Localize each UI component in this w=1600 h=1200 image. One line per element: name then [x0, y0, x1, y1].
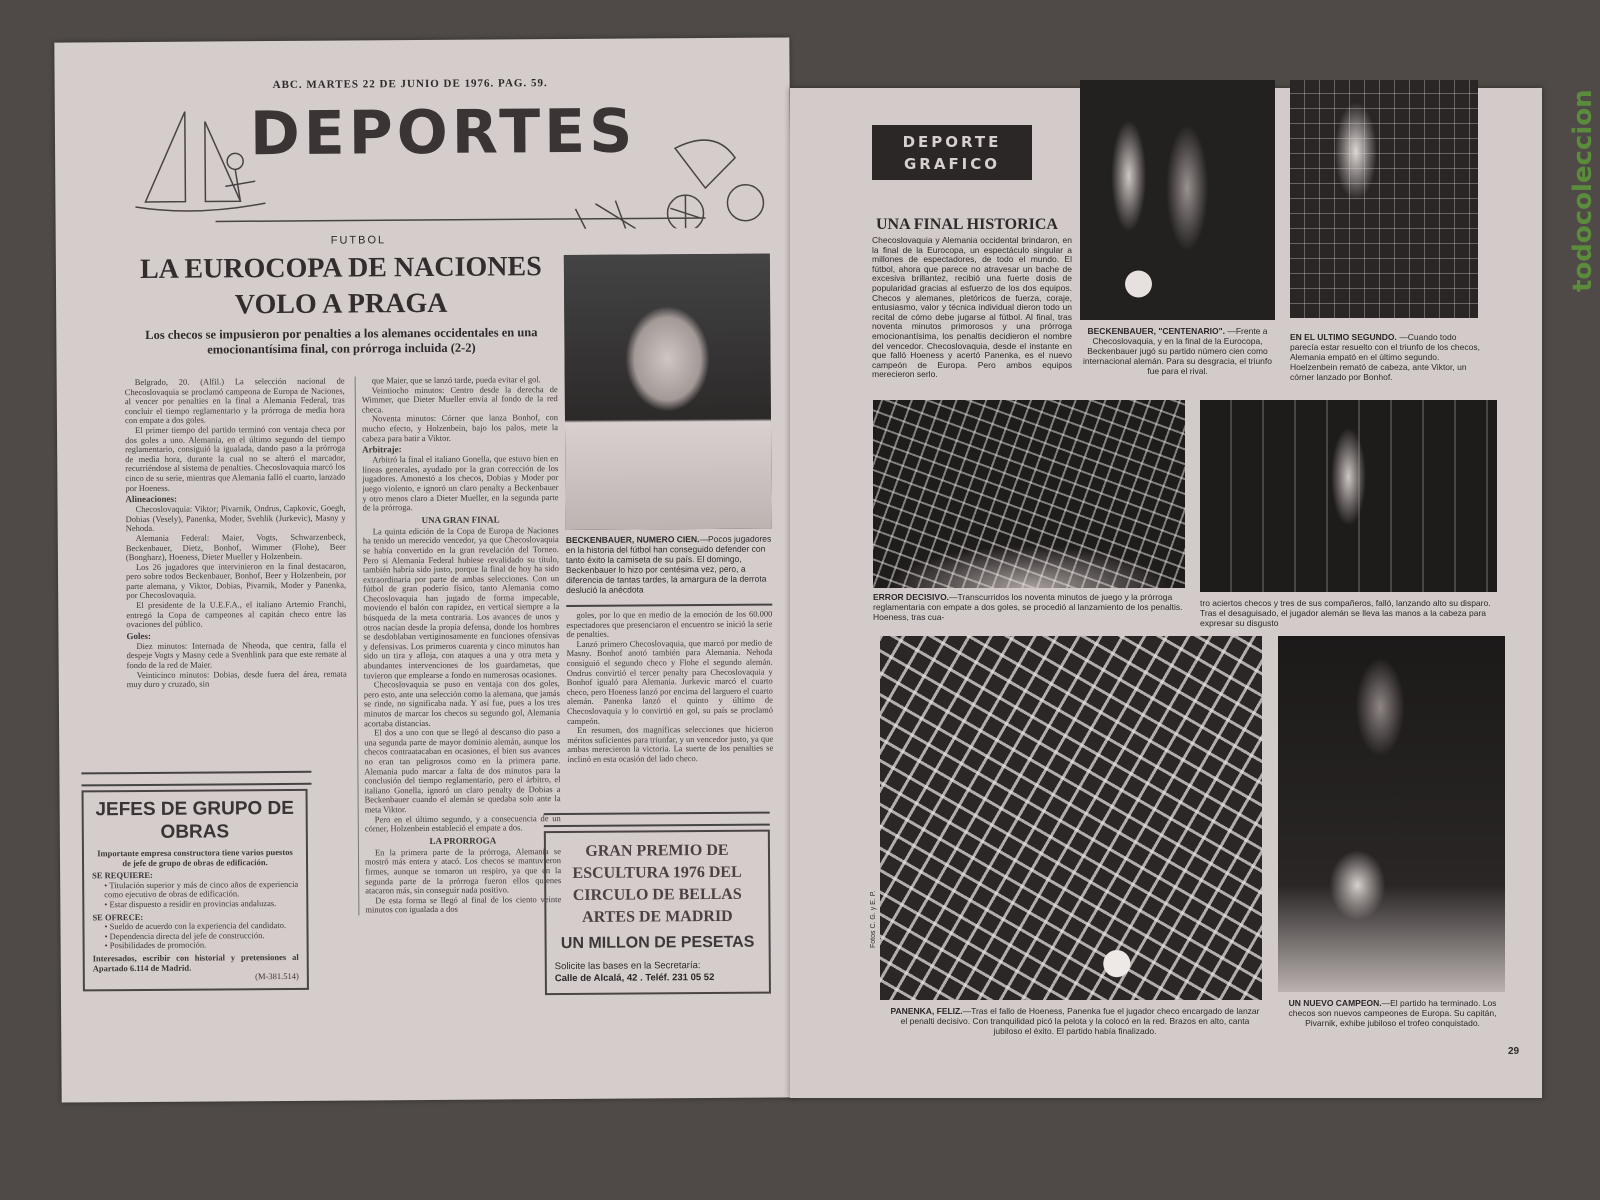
paragraph: Diez minutos: Internada de Nheoda, que centra, falla el despeje Vogts y Masny cede a Svenhlink para que este remate al fondo de la red de Maier. [126, 639, 347, 671]
paragraph: Checoslovaquia se puso en ventaja con dos goles, pero esto, ante una selección como la alemana, que jamás se rinde, no significaba nada. Y así fue, pues a los tres minutos de marcar los checos su segundo gol, Alemania acortaba distancias. [363, 678, 561, 729]
paragraph: Veinticinco minutos: Dobias, desde fuera del área, remata muy duro y cruzado, sin [126, 668, 347, 690]
paragraph: goles, por lo que en medio de la emoción de los 60.000 espectadores que presenciaron el encuentro se inició la serie de penalties. [566, 608, 773, 640]
ad-line: Solicite las bases en la Secretaría: [554, 960, 701, 973]
caption-title: ERROR DECISIVO. [873, 592, 950, 602]
ad-item: • Titulación superior y más de cinco años de experiencia como ejecutivo de obras de edificación. [104, 878, 299, 900]
ad-reference: (M-381.514) [255, 971, 299, 982]
ad-item-text: Titulación superior y más de cinco años de experiencia como ejecutivo de obras de edificación. [104, 878, 299, 900]
caption-text: —El partido ha terminado. Los checos son nuevos campeones de Europa. Su capitán, Pivarnik, exhibe jubiloso el trofeo conquistado. [1288, 998, 1497, 1028]
divider [544, 812, 770, 828]
section-label-box: DEPORTE GRAFICO [872, 125, 1032, 180]
divider [566, 604, 772, 607]
ad-item-text: Sueldo de acuerdo con la experiencia del candidato. [109, 920, 287, 932]
paragraph: Pero en el último segundo, y a consecuencia de un córner, Holzenbein estableció el empate a dos. [364, 812, 561, 834]
subheadline: Los checos se impusieron por penalties a los alemanes occidentales en una emocionantísima final, con prórroga incluida (2-2) [145, 325, 538, 357]
caption-nuevo-campeon [1280, 998, 1505, 1028]
ad-item: • Posibilidades de promoción. [104, 939, 207, 951]
subhead: UNA GRAN FINAL [421, 514, 500, 525]
subhead: Arbitraje: [362, 444, 402, 455]
caption-text: —Cuando todo parecía estar resuelto con el triunfo de los checos, Alemania empató en el último segundo. Hoelzenbein remató de cabeza, ante Viktor, un córner lanzado por Bonhof. [1290, 332, 1480, 382]
ad-address: Calle de Alcalá, 42 . Teléf. 231 05 52 [554, 971, 715, 985]
ad-item: • Dependencia directa del jefe de construcción. [104, 929, 265, 941]
article-column-1 [125, 377, 347, 690]
ad-item: • Sueldo de acuerdo con la experiencia del candidato. [104, 920, 287, 932]
intro-text: Checoslovaquia y Alemania occidental brindaron, en la final de la Eurocopa, un espectáculo singular a millones de espectadores, de todo el mundo. El fútbol, ahora que parece no atravesar un bache de excesiva brillantez, recibió una fuerte dosis de popularidad gracias al esfuerzo de los dos equipos. Checos y alemanes, pletóricos de fuerza, coraje, entusiasmo, valor y técnica individual dieron todo un recital de cómo debe jugarse al fútbol. Al final, tras noventa minutos primorosos y una prórroga emocionantísima, los penaltis decidieron el nombre del vencedor. Checoslovaquia, desde el instante en que falló Hoeness y acertó Panenka, es el nuevo campeón de Europa. Pero ambos equipos merecieron serlo. [872, 235, 1072, 380]
hoeness-penalty-miss-photo [873, 400, 1185, 588]
paragraph: De esta forma se llegó al final de los ciento veinte minutos con igualada a dos [365, 893, 562, 915]
caption-title: BECKENBAUER, "CENTENARIO". [1087, 326, 1225, 336]
caption-text: —Transcurridos los noventa minutos de juego y la prórroga reglamentaria con empate a dos goles, se procedió al lanzamiento de los penaltis. Hoeness, tras cua- [873, 592, 1183, 622]
paragraph: El presidente de la U.E.F.A., el italiano Artemio Franchi, entregó la Copa de campeones al capitán checo entre las ovaciones del público. [126, 598, 347, 630]
page-number: 29 [1508, 1046, 1520, 1057]
beckenbauer-portrait-photo [564, 254, 772, 530]
subhead: LA PRORROGA [429, 835, 497, 846]
ad-item-text: Posibilidades de promoción. [109, 939, 207, 951]
paragraph: Los 26 jugadores que intervinieron en la final destacaron, pero sobre todos Beckenbauer, Bonhof, Beer y Holzenbein, por parte alemana, y Viktor, Dobias, Pivarnik, Moder y Panenka, por Checoslovaquia. [126, 560, 347, 601]
ad-contact: Interesados, escribir con historial y pretensiones al Apartado 6.114 de Madrid. [92, 951, 299, 973]
article-column-3 [566, 610, 773, 765]
ad-subhead: SE OFRECE: [92, 911, 144, 922]
right-newspaper-page [790, 88, 1542, 1098]
photo-credit: Fotos C. G. y E. P. [870, 890, 877, 948]
ad-subhead: SE REQUIERE: [92, 870, 153, 881]
section-masthead: DEPORTES [249, 96, 637, 170]
portrait-caption [566, 534, 772, 595]
watermark-text: todocoleccion [1568, 89, 1598, 292]
caption-error-decisivo [873, 592, 1188, 622]
paragraph: Arbitró la final el italiano Gonella, que estuvo bien en líneas generales, ayudado por la gran corrección de los jugadores. Amonestó a los checos, Dobias y Moder por juego violento, e ignoró un claro penalty a Beckenbauer y otro menos claro a Dieter Mueller, en la segunda parte de la prórroga. [362, 453, 559, 513]
paragraph: En la primera parte de la prórroga, Alemania se mostró más entera y atacó. Los checos se mantuvieron firmes, aunque se tomaron un respiro, ya que en la segunda parte de la prórroga fueron ellos quienes atacaron más, sin conseguir nada positivo. [365, 845, 562, 896]
paragraph: El primer tiempo del partido terminó con ventaja checa por dos goles a uno. Alemania, en el último segundo del tiempo reglamentario, consiguió la igualada, dando paso a la prórroga de media hora, durante la cual no se alteró el marcador, recurriéndose al sistema de penalties. Checoslovaquia marcó los cinco de su serie, mientras que Alemania falló el cuarto, lanzado por Hoeness. [125, 423, 346, 493]
beckenbauer-action-photo [1080, 80, 1275, 320]
caption-text: —Tras el fallo de Hoeness, Panenka fue el jugador checo encargado de lanzar el penalti decisivo. Con tranquilidad picó la pelota y la colocó en la red. Brazos en alto, canta jubiloso el éxito. El partido había finalizado. [900, 1006, 1260, 1036]
paragraph: Belgrado, 20. (Alfil.) La selección nacional de Checoslovaquia se proclamó campeona de Europa de Naciones, al vencer por penalties en la final a Alemania Federal, tras concluir el tiempo reglamentario y la prórroga de media hora con empate a dos goles. [124, 375, 345, 426]
ad-item-text: Estar dispuesto a residir en provincias andaluzas. [109, 898, 277, 910]
caption-title: BECKENBAUER, NUMERO CIEN. [565, 534, 700, 546]
ad-title: JEFES DE GRUPO DE OBRAS [95, 797, 294, 843]
article-column-2 [355, 375, 562, 915]
caption-text: —Pocos jugadores en la historia del fútbol han conseguido defender con tanto éxito la camiseta de su país. El domingo, Beckenbauer lo hizo por centésima vez, pero, a diferencia de tantas tardes, la amargura de la derrota deslució la anécdota [565, 533, 772, 596]
paragraph: Noventa minutos: Córner que lanza Bonhof, con mucho efecto, y Holzenbein, bajo los palos, mete la cabeza para batir a Viktor. [361, 412, 559, 444]
headline: LA EUROCOPA DE NACIONES VOLO A PRAGA [139, 251, 542, 321]
caption-text: —Frente a Checoslovaquia, y en la final de la Eurocopa, Beckenbauer jugó su partido número cien como internacional alemán. Para su desgracia, el triunfo fue para el rival. [1083, 326, 1272, 376]
caption-last-second [1290, 332, 1480, 382]
panenka-penalty-photo [880, 636, 1262, 1000]
caption-title: PANENKA, FELIZ. [890, 1006, 963, 1016]
trophy-celebration-photo [1278, 636, 1505, 992]
paragraph: que Maier, que se lanzó tarde, pueda evitar el gol. [371, 374, 541, 386]
subhead: Alineaciones: [125, 493, 178, 505]
paragraph: Checoslovaquia: Viktor; Pivarnik, Ondrus, Capkovic, Goegh, Dobias (Vesely), Panenka, Moder, Svehlik (Jurkevic), Masny y Nehoda. [125, 502, 346, 534]
left-newspaper-page [54, 37, 796, 1102]
hoeness-dismay-photo [1200, 400, 1497, 592]
divider [81, 771, 311, 787]
caption-panenka [890, 1006, 1260, 1036]
watermark [1534, 20, 1598, 320]
ad-prize: UN MILLON DE PESETAS [560, 933, 755, 953]
caption-title: UN NUEVO CAMPEON. [1288, 998, 1382, 1008]
kicker: FUTBOL [330, 234, 387, 247]
caption-beckenbauer [1080, 326, 1275, 376]
caption-title: EN EL ULTIMO SEGUNDO. [1290, 332, 1397, 342]
dateline: ABC. MARTES 22 DE JUNIO DE 1976. PAG. 59. [272, 77, 548, 92]
sculpture-prize-advertisement [544, 830, 771, 996]
subhead: Goles: [126, 630, 151, 641]
paragraph: Veintiocho minutos: Centro desde la derecha de Wimmer, que Dieter Mueller envía al fondo de la red checa. [361, 383, 558, 415]
job-advertisement [82, 789, 309, 991]
ad-item-text: Dependencia directa del jefe de construcción. [109, 929, 265, 941]
right-headline: UNA FINAL HISTORICA [876, 216, 1058, 233]
ad-item: • Estar dispuesto a residir en provincias andaluzas. [104, 898, 277, 910]
ad-intro: Importante empresa constructora tiene varios puestos de jefe de grupo de obras de edificación. [97, 846, 293, 868]
paragraph: El dos a uno con que se llegó al descanso dio paso a una segunda parte de mayor dominio alemán, aunque los checos contraatacaban en ocasiones, el bien sus avances no eran tan peligrosos como en la primera parte. Alemania pudo marcar a falta de dos minutos para la conclusión del tiempo reglamentario, pero el árbitro, el italiano Gonella, ignoró un claro penalty de Dobias a Beckenbauer cuando el alemán se quedaba solo ante la meta Viktor. [364, 726, 561, 815]
ad-title: GRAN PREMIO DE ESCULTURA 1976 DEL CIRCULO DE BELLAS ARTES DE MADRID [572, 841, 742, 926]
paragraph: Alemania Federal: Maier, Vogts, Schwarzenbeck, Beckenbauer, Dietz, Bonhof, Wimmer (Flohe), Beer (Bongharz), Hoeness, Dieter Mueller y Holzenbein. [125, 531, 346, 563]
caption-continued: tro aciertos checos y tres de sus compañeros, falló, lanzando alto su disparo. Tras el desaguisado, el jugador alemán se lleva las manos a la cabeza para expresar su disgusto [1200, 598, 1491, 628]
paragraph: Lanzó primero Checoslovaquia, que marcó por medio de Masny. Bonhof anotó también para Alemania. Nehoda consiguió el segundo checo y Flohe el segundo alemán. Ondrus convirtió el tercer penalty para Checoslovaquia y Bonhof igualó para Alemania. Jurkevic marcó el cuarto checo, pero Hoeness lanzó por encima del larguero el cuarto alemán. Panenka lanzó el quinto y último de Checoslovaquia y lo convirtió en gol, su país se proclamó campeón. [566, 637, 774, 726]
paragraph: En resumen, dos magníficas selecciones que hicieron méritos suficientes para triunfar, y un vencedor justo, ya que ambas merecieron la victoria. La suerte de los penalties se inclinó en esta ocasión del lado checo. [567, 723, 774, 764]
paragraph: La quinta edición de la Copa de Europa de Naciones ha tenido un merecido vencedor, ya que Checoslovaquia se había convertido en la gran revelación del Torneo. Pero si Alemania Federal hubiese revalidado su título, también habría sido justo, porque la final de hoy ha sido extraordinaria por parte de ambas selecciones. Con un fútbol de gran poderío físico, tanto Alemania como Checoslovaquia han jugado de forma impecable, moviendo el balón con rapidez, en vertical siempre a la búsqueda de la meta contraria. Los avances de unos y otros nacían desde la propia defensa, donde los hombres se desdoblaban vertiginosamente en funciones ofensivas y defensivas. Los primeros cuarenta y cinco minutos han sido un tira y afloja, con ataques a una y otra meta y abundantes intervenciones de los guardametas, que tuvieron que emplearse a fondo en numerosas ocasiones. [362, 524, 560, 681]
last-second-goal-photo [1290, 80, 1478, 318]
